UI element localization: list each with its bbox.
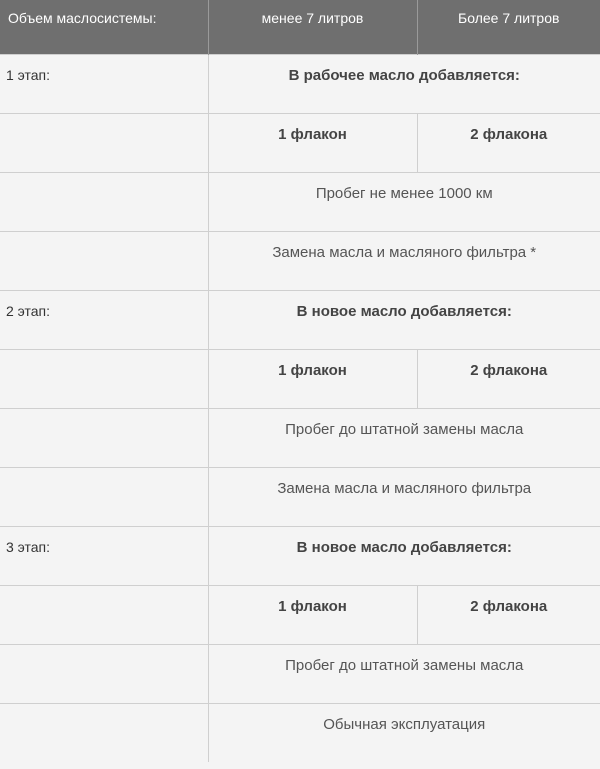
header-oil-volume: Объем маслосистемы: [0,0,208,55]
empty-cell [0,350,208,409]
dose-less-7: 1 флакон [208,586,417,645]
additive-instruction: В новое масло добавляется: [208,291,600,350]
mileage-note: Пробег не менее 1000 км [208,173,600,232]
table-row [0,468,600,527]
empty-cell [0,645,208,704]
action-note: Замена масла и масляного фильтра * [208,232,600,291]
mileage-note: Пробег до штатной замены масла [208,409,600,468]
empty-cell [0,114,208,173]
empty-cell [0,173,208,232]
header-more-7-liters: Более 7 литров [417,0,600,55]
table-row [0,704,600,763]
table-header-row [0,0,600,55]
table-row [0,586,600,645]
table-row [0,350,600,409]
action-note: Обычная эксплуатация [208,704,600,763]
empty-cell [0,409,208,468]
table-row [0,527,600,586]
table-row [0,55,600,114]
table-row [0,232,600,291]
additive-instruction: В рабочее масло добавляется: [208,55,600,114]
stage-label: 2 этап: [0,291,208,350]
empty-cell [0,232,208,291]
dose-more-7: 2 флакона [417,114,600,173]
empty-cell [0,468,208,527]
dose-more-7: 2 флакона [417,586,600,645]
dose-more-7: 2 флакона [417,350,600,409]
header-less-7-liters: менее 7 литров [208,0,417,55]
table-row [0,645,600,704]
dose-less-7: 1 флакон [208,114,417,173]
dose-less-7: 1 флакон [208,350,417,409]
empty-cell [0,586,208,645]
empty-cell [0,704,208,763]
table-row [0,173,600,232]
additive-instruction: В новое масло добавляется: [208,527,600,586]
mileage-note: Пробег до штатной замены масла [208,645,600,704]
table-row [0,291,600,350]
stage-label: 3 этап: [0,527,208,586]
table-row [0,409,600,468]
stage-label: 1 этап: [0,55,208,114]
table-row [0,114,600,173]
action-note: Замена масла и масляного фильтра [208,468,600,527]
